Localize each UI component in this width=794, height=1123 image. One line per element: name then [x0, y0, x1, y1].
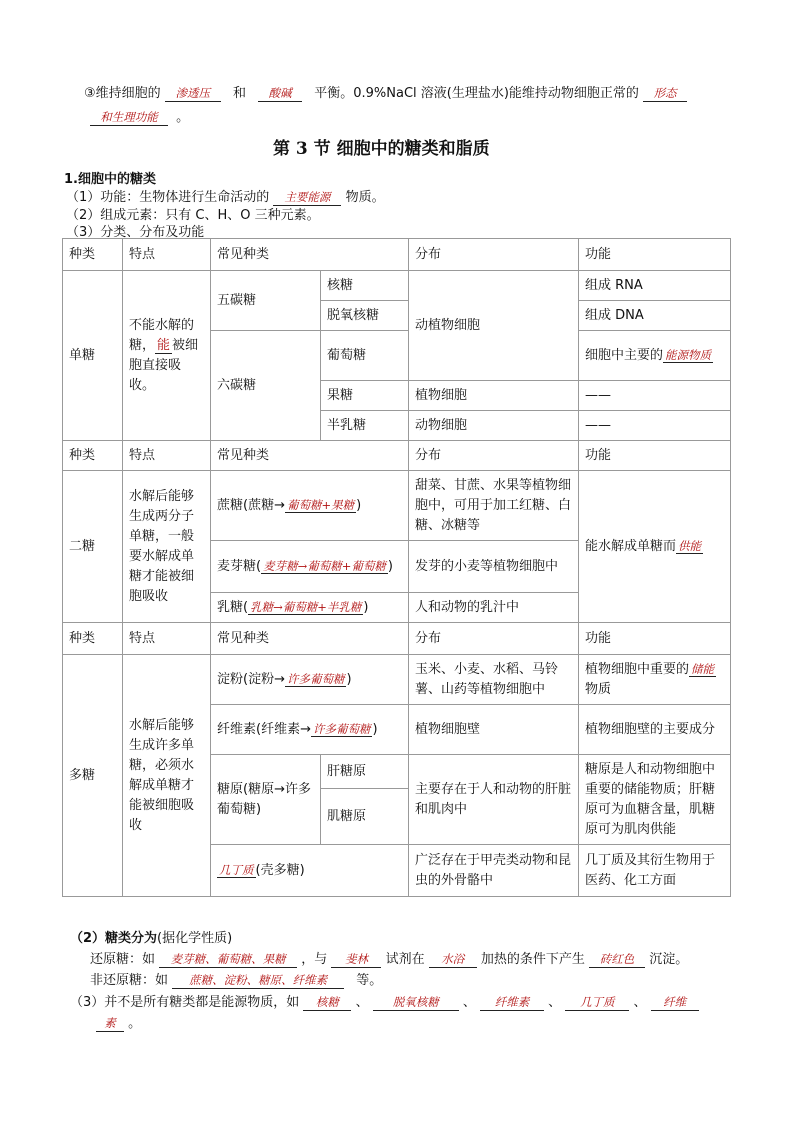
paragraph-3: （3）分类、分布及功能 — [66, 225, 205, 240]
text: ) — [346, 671, 352, 687]
table-header-row — [63, 441, 731, 471]
distribution-cell: 植物细胞壁 — [409, 705, 579, 755]
text: 、 — [633, 995, 647, 1010]
text: 试剂在 — [385, 952, 425, 967]
glycogen-cell: 糖原(糖原→许多葡萄糖) — [211, 755, 321, 845]
text: 、 — [462, 995, 476, 1010]
answer-blank: 许多葡萄糖 — [312, 721, 371, 736]
section-3-line-2 — [96, 1012, 141, 1032]
header-function: 功能 — [579, 441, 731, 471]
answer-blank: 脱氧核糖 — [373, 996, 459, 1011]
function-cell: 几丁质及其衍生物用于医药、化工方面 — [579, 845, 731, 897]
answer-blank: 形态 — [643, 87, 687, 102]
text: ) — [372, 721, 378, 737]
liver-glycogen-cell: 肝糖原 — [321, 755, 409, 789]
text: 加热的条件下产生 — [480, 952, 585, 967]
distribution-cell: 甜菜、甘蔗、水果等植物细胞中，可用于加工红糖、白糖、冰糖等 — [409, 471, 579, 541]
table-row — [63, 655, 731, 705]
maltose-cell — [211, 541, 409, 593]
answer-blank: 几丁质 — [219, 862, 254, 877]
answer-blank: 主要能源 — [273, 191, 341, 206]
text: ) — [387, 558, 393, 574]
answer-blank: 酸碱 — [258, 87, 302, 102]
table-row — [63, 271, 731, 301]
text: (据化学性质) — [157, 931, 233, 946]
answer-blank: 素 — [96, 1017, 124, 1032]
answer-blank: 渗透压 — [165, 87, 221, 102]
text: 。 — [128, 1016, 142, 1031]
function-cell: 糖原是人和动物细胞中重要的储能物质；肝糖原可为血糖含量，肌糖原可为肌肉供能 — [579, 755, 731, 845]
distribution-cell: 动植物细胞 — [409, 271, 579, 381]
feature-cell — [123, 271, 211, 441]
answer-blank: 和生理功能 — [90, 111, 168, 126]
text: 平衡。0.9%NaCl 溶液(生理盐水)能维持动物细胞正常的 — [314, 86, 639, 101]
header-feature: 特点 — [123, 623, 211, 655]
hexose-cell: 六碳糖 — [211, 331, 321, 441]
function-cell: 植物细胞壁的主要成分 — [579, 705, 731, 755]
answer-blank: 葡萄糖+果糖 — [286, 497, 355, 512]
answer-blank: 储能 — [691, 661, 715, 676]
table-header-row — [63, 623, 731, 655]
answer-blank: 斐林 — [331, 953, 381, 968]
answer-blank: 能 — [157, 337, 171, 353]
text: （1）功能：生物体进行生命活动的 — [66, 190, 270, 205]
answer-blank: 水浴 — [429, 953, 477, 968]
distribution-cell: 广泛存在于甲壳类动物和昆虫的外骨骼中 — [409, 845, 579, 897]
deoxyribose-cell: 脱氧核糖 — [321, 301, 409, 331]
fructose-cell: 果糖 — [321, 381, 409, 411]
text: 物质。 — [345, 190, 385, 205]
heading-1: 1.细胞中的糖类 — [64, 172, 156, 187]
header-distribution: 分布 — [409, 239, 579, 271]
kind-cell: 二糖 — [63, 471, 123, 623]
reducing-sugar-line — [90, 948, 688, 968]
ribose-cell: 核糖 — [321, 271, 409, 301]
function-cell — [579, 471, 731, 623]
text: ，与 — [301, 952, 328, 967]
header-distribution: 分布 — [409, 441, 579, 471]
distribution-cell: 发芽的小麦等植物细胞中 — [409, 541, 579, 593]
text: 沉淀。 — [649, 952, 689, 967]
paragraph-2: （2）组成元素：只有 C、H、O 三种元素。 — [66, 208, 320, 223]
distribution-cell: 动物细胞 — [409, 411, 579, 441]
non-reducing-sugar-line — [90, 969, 382, 989]
sugar-table — [62, 238, 731, 897]
top-line-2 — [90, 106, 189, 126]
answer-blank: 能源物质 — [665, 347, 712, 362]
text: 物质 — [585, 681, 612, 697]
header-function: 功能 — [579, 623, 731, 655]
answer-blank: 许多葡萄糖 — [286, 671, 345, 686]
cellulose-cell — [211, 705, 409, 755]
distribution-cell: 主要存在于人和动物的肝脏和肌肉中 — [409, 755, 579, 845]
text: ) — [356, 497, 362, 513]
text: 非还原糖：如 — [90, 973, 169, 988]
text: 和 — [232, 86, 246, 101]
function-cell: 组成 DNA — [579, 301, 731, 331]
header-distribution: 分布 — [409, 623, 579, 655]
function-cell — [579, 331, 731, 381]
answer-blank: 供能 — [678, 538, 702, 553]
text: （3）并不是所有糖类都是能源物质，如 — [70, 995, 300, 1010]
distribution-cell: 人和动物的乳汁中 — [409, 593, 579, 623]
header-common: 常见种类 — [211, 239, 409, 271]
glucose-cell: 葡萄糖 — [321, 331, 409, 381]
table-header-row — [63, 239, 731, 271]
text: 不能水解的糖， — [129, 317, 195, 353]
text: 、 — [548, 995, 562, 1010]
answer-blank: 纤维 — [651, 996, 699, 1011]
feature-cell: 水解后能够生成两分子单糖，一般要水解成单糖才能被细胞吸收 — [123, 471, 211, 623]
text: 植物细胞中重要的 — [585, 661, 690, 677]
header-common: 常见种类 — [211, 441, 409, 471]
text: 还原糖：如 — [90, 952, 156, 967]
answer-blank: 蔗糖、淀粉、糖原、纤维素 — [172, 974, 344, 989]
text: (壳多糖) — [255, 862, 305, 878]
paragraph-1 — [66, 186, 385, 206]
kind-cell: 多糖 — [63, 655, 123, 897]
answer-blank: 麦芽糖、葡萄糖、果糖 — [159, 953, 297, 968]
chitin-cell — [211, 845, 409, 897]
kind-cell: 单糖 — [63, 271, 123, 441]
starch-cell — [211, 655, 409, 705]
text: （2）糖类分为 — [70, 931, 158, 946]
section-title: 第 3 节 细胞中的糖类和脂质 — [273, 139, 490, 159]
text: 被细胞直接吸收。 — [129, 337, 199, 393]
header-kind: 种类 — [63, 441, 123, 471]
text: 能水解成单糖而 — [585, 538, 677, 554]
header-feature: 特点 — [123, 441, 211, 471]
distribution-cell: 植物细胞 — [409, 381, 579, 411]
header-kind: 种类 — [63, 239, 123, 271]
sucrose-cell — [211, 471, 409, 541]
text: ③维持细胞的 — [84, 86, 161, 101]
answer-blank: 麦芽糖→葡萄糖+葡萄糖 — [263, 558, 386, 573]
header-kind: 种类 — [63, 623, 123, 655]
text: 。 — [176, 110, 190, 125]
header-common: 常见种类 — [211, 623, 409, 655]
function-cell: —— — [579, 411, 731, 441]
answer-blank: 纤维素 — [480, 996, 544, 1011]
pentose-cell: 五碳糖 — [211, 271, 321, 331]
text: 乳糖( — [217, 599, 249, 615]
text: 麦芽糖( — [217, 558, 262, 574]
text: ) — [363, 599, 369, 615]
muscle-glycogen-cell: 肌糖原 — [321, 789, 409, 845]
section-3-line — [70, 991, 699, 1011]
text: 纤维素(纤维素→ — [217, 721, 311, 737]
feature-cell: 水解后能够生成许多单糖，必须水解成单糖才能被细胞吸收 — [123, 655, 211, 897]
table-row — [63, 471, 731, 541]
top-line-1 — [84, 82, 687, 102]
header-function: 功能 — [579, 239, 731, 271]
text: 、 — [355, 995, 369, 1010]
answer-blank: 砖红色 — [589, 953, 645, 968]
text: 蔗糖(蔗糖→ — [217, 497, 285, 513]
function-cell — [579, 655, 731, 705]
text: 等。 — [356, 973, 383, 988]
header-feature: 特点 — [123, 239, 211, 271]
answer-blank: 核糖 — [303, 996, 351, 1011]
section-2-heading — [70, 927, 232, 946]
lactose-cell — [211, 593, 409, 623]
answer-blank: 乳糖→葡萄糖+半乳糖 — [250, 599, 362, 614]
function-cell: 组成 RNA — [579, 271, 731, 301]
text: 细胞中主要的 — [585, 347, 664, 363]
text: 淀粉(淀粉→ — [217, 671, 285, 687]
distribution-cell: 玉米、小麦、水稻、马铃薯、山药等植物细胞中 — [409, 655, 579, 705]
galactose-cell: 半乳糖 — [321, 411, 409, 441]
answer-blank: 几丁质 — [565, 996, 629, 1011]
function-cell: —— — [579, 381, 731, 411]
